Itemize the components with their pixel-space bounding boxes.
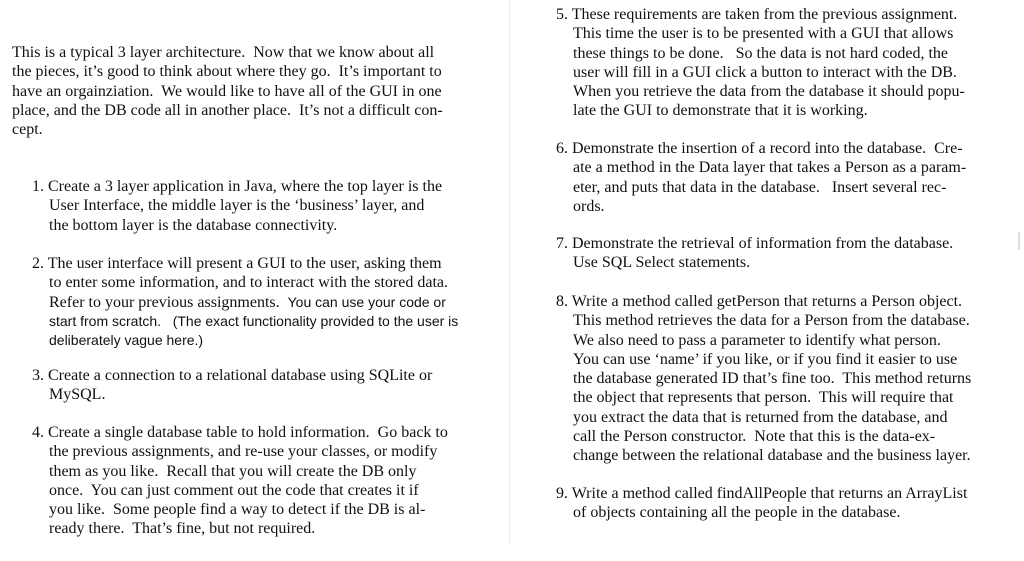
list-item-9 <box>556 484 967 523</box>
text-line: them as you like. Recall that you will create the DB only <box>49 462 417 480</box>
text-line: deliberately vague here.) <box>49 332 204 349</box>
text-line: change between the relational database and the business layer. <box>573 447 971 465</box>
column-divider <box>509 0 510 545</box>
text-line: ate a method in the Data layer that takes a Person as a param- <box>573 159 967 177</box>
text-line: When you retrieve the data from the database it should popu- <box>573 83 965 101</box>
text-line: call the Person constructor. Note that this is the data-ex- <box>573 428 936 446</box>
text-line: ords. <box>573 197 605 215</box>
text-line: once. You can just comment out the code that creates it if <box>49 481 419 499</box>
text-line: user will fill in a GUI click a button to interact with the DB. <box>573 63 957 81</box>
text-segment: You can use your code or <box>287 293 446 310</box>
text-line: 8. Write a method called getPerson that returns a Person object. <box>556 293 963 310</box>
list-item-7 <box>556 234 953 273</box>
list-item-1 <box>32 177 442 235</box>
text-line: late the GUI to demonstrate that it is working. <box>573 102 868 120</box>
text-line: the database generated ID that’s fine too. This method returns <box>573 370 972 388</box>
text-line: the pieces, it’s good to think about where they go. It’s important to <box>12 63 442 81</box>
text-line: 1. Create a 3 layer application in Java, where the top layer is the <box>32 178 443 195</box>
list-item-4 <box>32 423 448 539</box>
text-line: This is a typical 3 layer architecture. Now that we know about all <box>12 44 435 61</box>
text-line: you extract the data that is returned from the database, and <box>573 408 948 426</box>
text-line: the previous assignments, and re-use your classes, or modify <box>49 443 438 461</box>
text-line: place, and the DB code all in another place. It’s not a difficult con- <box>12 101 443 119</box>
list-item-2 <box>32 254 458 350</box>
text-line: start from scratch. (The exact functionality provided to the user is <box>49 312 459 329</box>
text-line: 5. These requirements are taken from the previous assignment. <box>556 6 958 23</box>
text-line: the object that represents that person. This will require that <box>573 389 954 407</box>
text-line <box>32 293 458 312</box>
text-line: 9. Write a method called findAllPeople that returns an ArrayList <box>556 485 968 502</box>
text-line: to enter some information, and to interact with the stored data. <box>49 274 448 292</box>
list-item-8 <box>556 292 971 466</box>
text-line: 3. Create a connection to a relational database using SQLite or <box>32 367 433 384</box>
text-line: have an orgainziation. We would like to have all of the GUI in one <box>12 82 442 100</box>
text-line: User Interface, the middle layer is the ‘business’ layer, and <box>49 197 425 215</box>
page-edge-mark <box>1018 232 1020 250</box>
text-line: 7. Demonstrate the retrieval of information from the database. <box>556 235 954 252</box>
text-line: of objects containing all the people in the database. <box>573 504 901 522</box>
text-line: We also need to pass a parameter to identify what person. <box>573 331 941 349</box>
text-line: you like. Some people find a way to detect if the DB is al- <box>49 501 426 519</box>
text-line: Use SQL Select statements. <box>573 254 751 272</box>
list-item-5 <box>556 5 965 121</box>
list-item-3 <box>32 366 432 405</box>
text-line: ready there. That’s fine, but not required. <box>49 520 316 538</box>
text-line: This method retrieves the data for a Person from the database. <box>573 312 970 330</box>
text-line: 4. Create a single database table to hold information. Go back to <box>32 424 448 441</box>
text-line: cept. <box>12 121 43 139</box>
text-segment: Refer to your previous assignments. <box>49 293 288 311</box>
text-line: these things to be done. So the data is not hard coded, the <box>573 44 949 62</box>
list-item-6 <box>556 139 966 216</box>
text-line: This time the user is to be presented with a GUI that allows <box>573 25 954 43</box>
text-line: You can use ‘name’ if you like, or if you find it easier to use <box>573 350 958 368</box>
text-line: the bottom layer is the database connectivity. <box>49 216 338 234</box>
intro-paragraph <box>12 43 443 139</box>
text-line: 6. Demonstrate the insertion of a record into the database. Cre- <box>556 140 963 157</box>
text-line: MySQL. <box>49 386 106 404</box>
text-line: eter, and puts that data in the database. Insert several rec- <box>573 178 947 196</box>
text-line: 2. The user interface will present a GUI to the user, asking them <box>32 255 442 272</box>
